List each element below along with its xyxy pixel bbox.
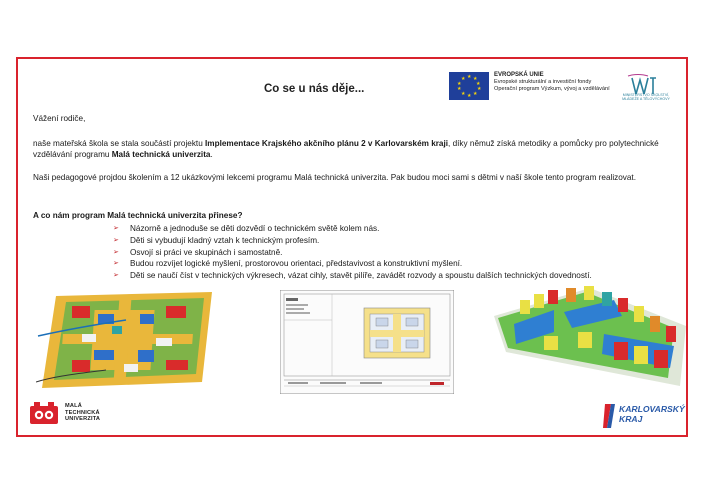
list-item: ➢ Děti se naučí číst v technických výkresech, vázat cihly, stavět pilíře, zavádět rozvody a spoustu dalších technických dovedností. — [113, 271, 592, 281]
arrow-bullet-icon: ➢ — [113, 260, 119, 268]
list-item: ➢ Názorně a jednoduše se děti dozvědí o technickém světě kolem nás. — [113, 224, 380, 233]
eu-flag-icon: ★ ★ ★ ★ ★ ★ ★ ★ ★ ★ — [449, 72, 489, 100]
list-item: ➢ Budou rozvíjet logické myšlení, prostorovou orientaci, představivost a konstruktivní myšlení. — [113, 259, 463, 269]
mtu-logo-text: MALÁ TECHNICKÁ UNIVERZITA — [65, 403, 101, 423]
lego-board-photo — [36, 290, 218, 394]
karlovarsky-kraj-logo-text: KARLOVARSKÝ KRAJ — [619, 404, 685, 424]
technical-drawing-image — [280, 290, 454, 394]
lego-figures-photo — [494, 282, 686, 390]
eu-line2: Operační program Výzkum, vývoj a vzdělávání — [494, 86, 610, 92]
arrow-bullet-icon: ➢ — [113, 248, 119, 256]
eu-logo-text — [494, 72, 610, 93]
eu-line1: Evropské strukturální a investiční fondy — [494, 79, 592, 85]
arrow-bullet-icon: ➢ — [113, 225, 119, 232]
program-name: Malá technická univerzita — [111, 150, 211, 159]
arrow-bullet-icon: ➢ — [113, 236, 119, 244]
greeting: Vážení rodiče, — [33, 114, 86, 123]
benefits-list — [113, 223, 592, 282]
paragraph-2: Naši pedagogové projdou školením a 12 ukázkovými lekcemi programu Malá technická univerzita. Pak budou moci sami s dětmi v naší škole tento program realizovat. — [33, 173, 636, 182]
eu-heading: EVROPSKÁ UNIE — [494, 72, 544, 78]
msmt-caption: MINISTERSTVO ŠKOLSTVÍ, MLÁDEŽE A TĚLOVÝCHOVY — [622, 93, 670, 102]
question-heading: A co nám program Malá technická univerzita přinese? — [33, 211, 243, 220]
list-item: ➢ Děti si vybudují kladný vztah k technickým profesím. — [113, 235, 320, 245]
list-item: ➢ Osvojí si práci ve skupinách i samostatně. — [113, 247, 283, 257]
paragraph-1: naše mateřská škola se stala součástí projektu Implementace Krajského akčního plánu 2 v Karlovarském kraji, díky němuž získá metodiky a pomůcky pro polytechnické vzdělávání programu Malá technická univerzita. — [33, 139, 659, 159]
project-name: Implementace Krajského akčního plánu 2 v Karlovarském kraji — [205, 139, 449, 148]
page-title: Co se u nás děje... — [264, 83, 365, 95]
arrow-bullet-icon: ➢ — [113, 272, 119, 280]
